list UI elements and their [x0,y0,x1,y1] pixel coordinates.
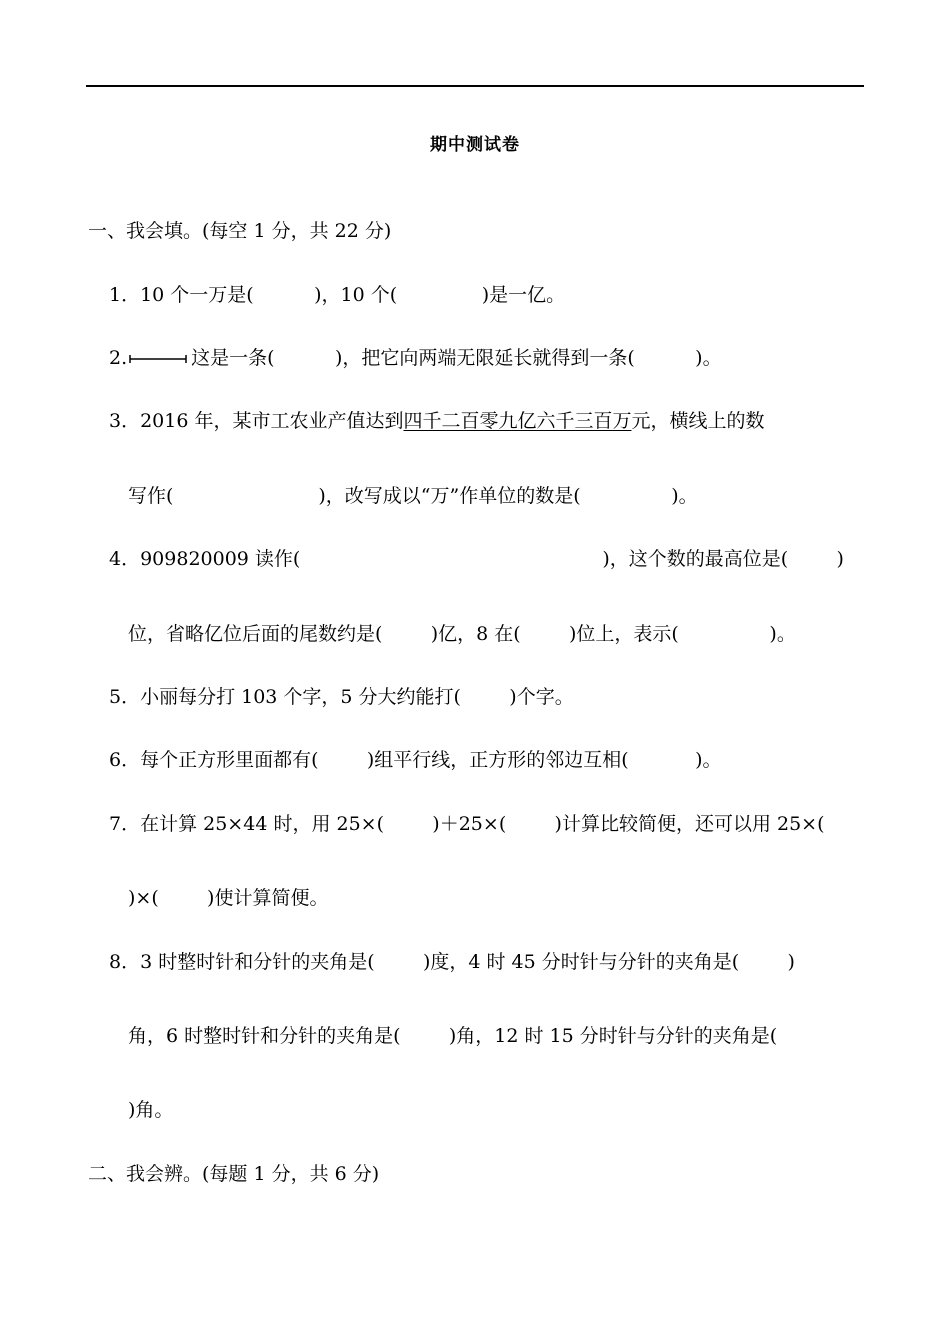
question-6: 6．每个正方形里面都有( )组平行线，正方形的邻边互相( )。 [109,749,722,771]
header-rule [86,85,864,87]
section-heading-judge: 二、我会辨。(每题 1 分，共 6 分) [88,1163,380,1185]
question-8-line-1: 8．3 时整时针和分针的夹角是( )度，4 时 45 分时针与分针的夹角是( ) [109,951,795,973]
question-4-line-1: 4．909820009 读作( )，这个数的最高位是( ) [109,548,844,570]
line-segment-icon [127,354,189,364]
question-3-underlined: 四千二百零九亿六千三百万 [403,410,632,432]
question-7-line-1: 7．在计算 25×44 时，用 25×( )＋25×( )计算比较简便，还可以用 25×( [109,813,825,835]
question-3-before: 3．2016 年，某市工农业产值达到 [109,410,404,432]
section-heading-fill: 一、我会填。(每空 1 分，共 22 分) [88,220,392,242]
question-3 [109,409,765,433]
question-1: 1．10 个一万是( )，10 个( )是一亿。 [109,284,566,306]
question-2 [109,346,722,370]
question-4-line-2: 位，省略亿位后面的尾数约是( )亿，8 在( )位上，表示( )。 [128,623,796,645]
question-2-number: 2. [109,347,128,369]
page-title: 期中测试卷 [430,135,520,155]
question-8-line-2: 角，6 时整时针和分针的夹角是( )角，12 时 15 分时针与分针的夹角是( [128,1025,778,1047]
question-2-text: 这是一条( )，把它向两端无限延长就得到一条( )。 [191,347,722,369]
question-7-line-2: )×( )使计算简便。 [128,887,329,909]
question-8-line-3: )角。 [128,1099,174,1121]
question-5: 5．小丽每分打 103 个字，5 分大约能打( )个字。 [109,686,574,708]
question-3-after: 元，横线上的数 [631,410,765,432]
question-3-line-2: 写作( )，改写成以“万”作单位的数是( )。 [128,485,698,507]
